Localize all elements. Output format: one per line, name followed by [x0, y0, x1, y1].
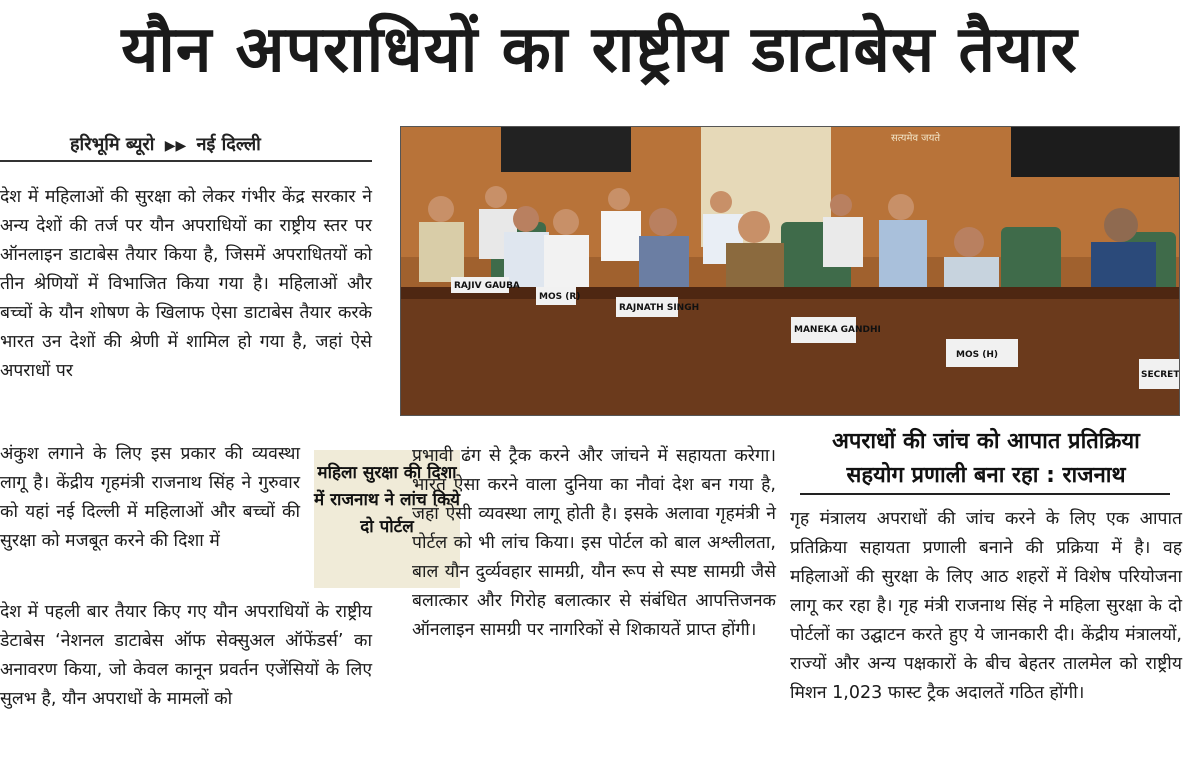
byline-arrow-icon: ▶▶: [164, 138, 187, 154]
column-3: गृह मंत्रालय अपराधों की जांच करने के लिए एक आपात प्रतिक्रिया सहायता प्रणाली बनाने की प्रक्रिया में है। वह महिलाओं की सुरक्षा के लिए आठ शहरों में विशेष परियोजना लागू कर रहा है। गृह मंत्री राजनाथ सिंह ने महिला सुरक्षा के दो पोर्टलों का उद्घाटन करते हुए ये जानकारी दी। केंद्रीय मंत्रालयों, राज्यों और अन्य पक्षकारों के बीच बेहतर तालमेल को राष्ट्रीय मिशन 1,023 फास्ट ट्रैक अदालतें गठित होंगी।: [790, 509, 1182, 703]
nameplate-4: MANEKA GANDHI: [794, 325, 881, 335]
column-2: प्रभावी ढंग से ट्रैक करने और जांचने में सहायता करेगा। भारत ऐसा करने वाला दुनिया का नौवां देश बन गया है, जहां ऐसी व्यवस्था लागू होती है। इसके अलावा गृहमंत्री ने पोर्टल को भी लांच किया। इस पोर्टल को बाल अश्लीलता, बाल यौन दुर्व्यवहार सामग्री, यौन रूप से स्पष्ट सामग्री जैसे बलात्कार और गिरोह बलात्कार से संबंधित आपत्तिजनक ऑनलाइन सामग्री पर नागरिकों से शिकायतें प्राप्त होंगी।: [412, 446, 776, 640]
byline-source: हरिभूमि ब्यूरो: [70, 134, 155, 155]
nameplate-5: MOS (H): [956, 350, 998, 360]
subheadline-underline: [800, 493, 1170, 495]
byline-divider: [0, 160, 372, 162]
subheadline-line-1: अपराधों की जांच को आपात प्रतिक्रिया: [832, 429, 1140, 454]
byline: [70, 132, 261, 156]
subheadline: [790, 425, 1182, 493]
column-1-part-2: अंकुश लगाने के लिए इस प्रकार की व्यवस्था लागू है। केंद्रीय गृहमंत्री राजनाथ सिंह ने गुरुवार को यहां नई दिल्ली में महिलाओं और बच्चों की सुरक्षा को मजबूत करने की दिशा में: [0, 444, 300, 551]
subheadline-line-2: सहयोग प्रणाली बना रहा : राजनाथ: [846, 463, 1126, 488]
nameplate-3: RAJNATH SINGH: [619, 303, 700, 313]
meeting-photo: [400, 126, 1180, 416]
nameplate-2: MOS (R): [539, 292, 581, 302]
byline-city: नई दिल्ली: [196, 134, 261, 155]
nameplate-1: RAJIV GAUBA: [454, 281, 520, 291]
wall-emblem-text: सत्यमेव जयते: [891, 133, 941, 144]
page-headline: यौन अपराधियों का राष्ट्रीय डाटाबेस तैयार: [121, 13, 1078, 87]
nameplate-6: SECRET: [1141, 370, 1179, 380]
column-1-part-3: देश में पहली बार तैयार किए गए यौन अपराधियों के राष्ट्रीय डेटाबेस ‘नेशनल डाटाबेस ऑफ सेक्सुअल ऑफेंडर्स’ का अनावरण किया, जो केवल कानून प्रवर्तन एजेंसियों के लिए सुलभ है, यौन अपराधों के मामलों को: [0, 602, 372, 709]
pullquote-box: महिला सुरक्षा की दिशा में राजनाथ ने लांच किये दो पोर्टल: [314, 450, 460, 588]
column-1-part-1: देश में महिलाओं की सुरक्षा को लेकर गंभीर केंद्र सरकार ने अन्य देशों की तर्ज पर यौन अपराधियों का राष्ट्रीय स्तर पर ऑनलाइन डाटाबेस तैयार किया है, जिसमें अपराधितयों को तीन श्रेणियों में विभाजित किया गया है। महिलाओं और बच्चों के यौन शोषण के खिलाफ ऐसा डाटाबेस तैयार करके भारत उन देशों की श्रेणी में शामिल हो गया है, जहां ऐसे अपराधों पर: [0, 187, 372, 381]
